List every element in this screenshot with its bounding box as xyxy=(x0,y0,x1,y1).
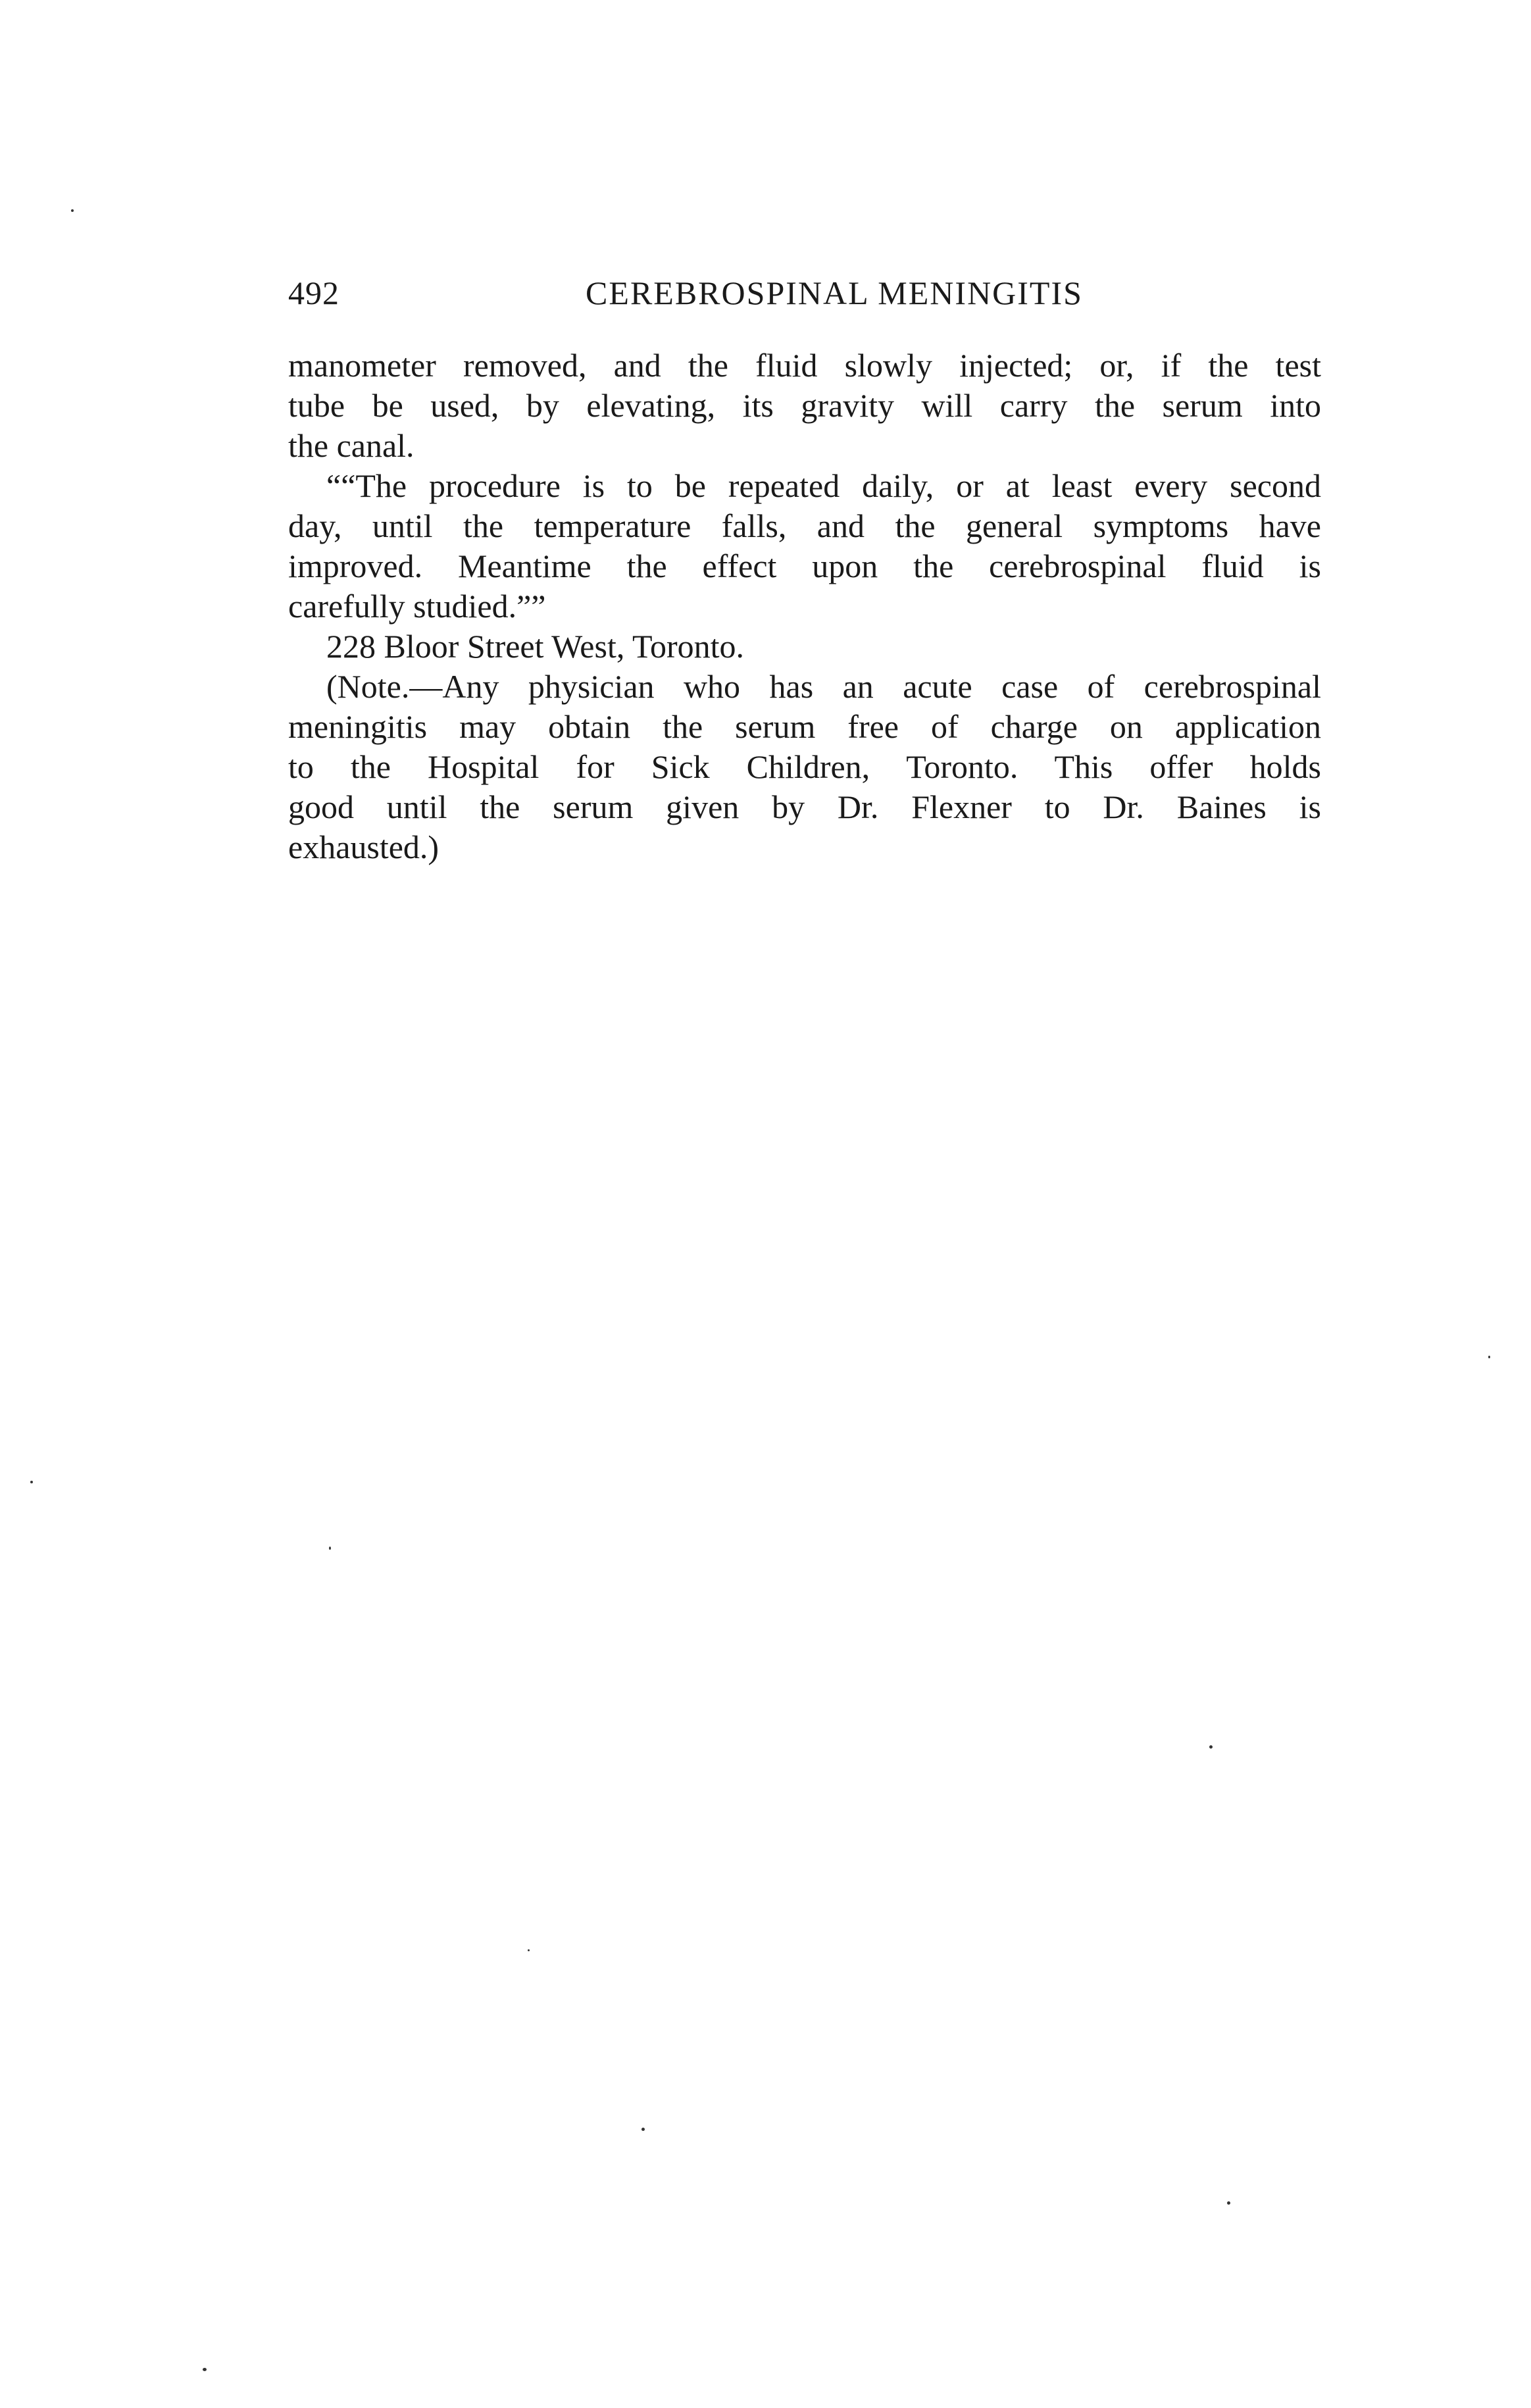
text-line: manometer removed, and the fluid slowly injected; or, if the test xyxy=(288,347,1321,384)
page-header xyxy=(288,267,1321,319)
paragraph xyxy=(288,667,1321,867)
page-number: 492 xyxy=(288,274,339,311)
text-line: to the Hospital for Sick Children, Toronto. This offer holds xyxy=(288,748,1321,785)
body-text xyxy=(288,346,1321,867)
scan-speck xyxy=(528,1949,530,1951)
scan-speck xyxy=(1488,1356,1490,1358)
text-line: (Note.—Any physician who has an acute case of cerebrospinal xyxy=(326,668,1321,705)
text-line: meningitis may obtain the serum free of charge on application xyxy=(288,708,1321,745)
paragraph xyxy=(288,466,1321,627)
text-line: tube be used, by elevating, its gravity will carry the serum into xyxy=(288,387,1321,424)
paragraph xyxy=(288,346,1321,466)
text-line: the canal. xyxy=(288,427,414,464)
scan-speck xyxy=(329,1547,331,1550)
text-line: carefully studied.”” xyxy=(288,588,546,625)
text-line: ““The procedure is to be repeated daily, or at least every second xyxy=(326,467,1321,504)
address-line: 228 Bloor Street West, Toronto. xyxy=(326,628,745,665)
running-head: CEREBROSPINAL MENINGITIS xyxy=(586,274,1083,311)
paragraph xyxy=(288,627,1321,667)
scan-speck xyxy=(203,2368,207,2371)
scan-speck xyxy=(30,1481,33,1483)
text-line: exhausted.) xyxy=(288,829,439,865)
text-line: day, until the temperature falls, and the general symptoms have xyxy=(288,507,1321,544)
scan-speck xyxy=(71,209,74,212)
scan-speck xyxy=(1227,2201,1230,2205)
scan-speck xyxy=(641,2128,645,2131)
text-line: good until the serum given by Dr. Flexner to Dr. Baines is xyxy=(288,788,1321,825)
text-line: improved. Meantime the effect upon the cerebrospinal fluid is xyxy=(288,548,1321,584)
scan-speck xyxy=(1209,1745,1213,1749)
